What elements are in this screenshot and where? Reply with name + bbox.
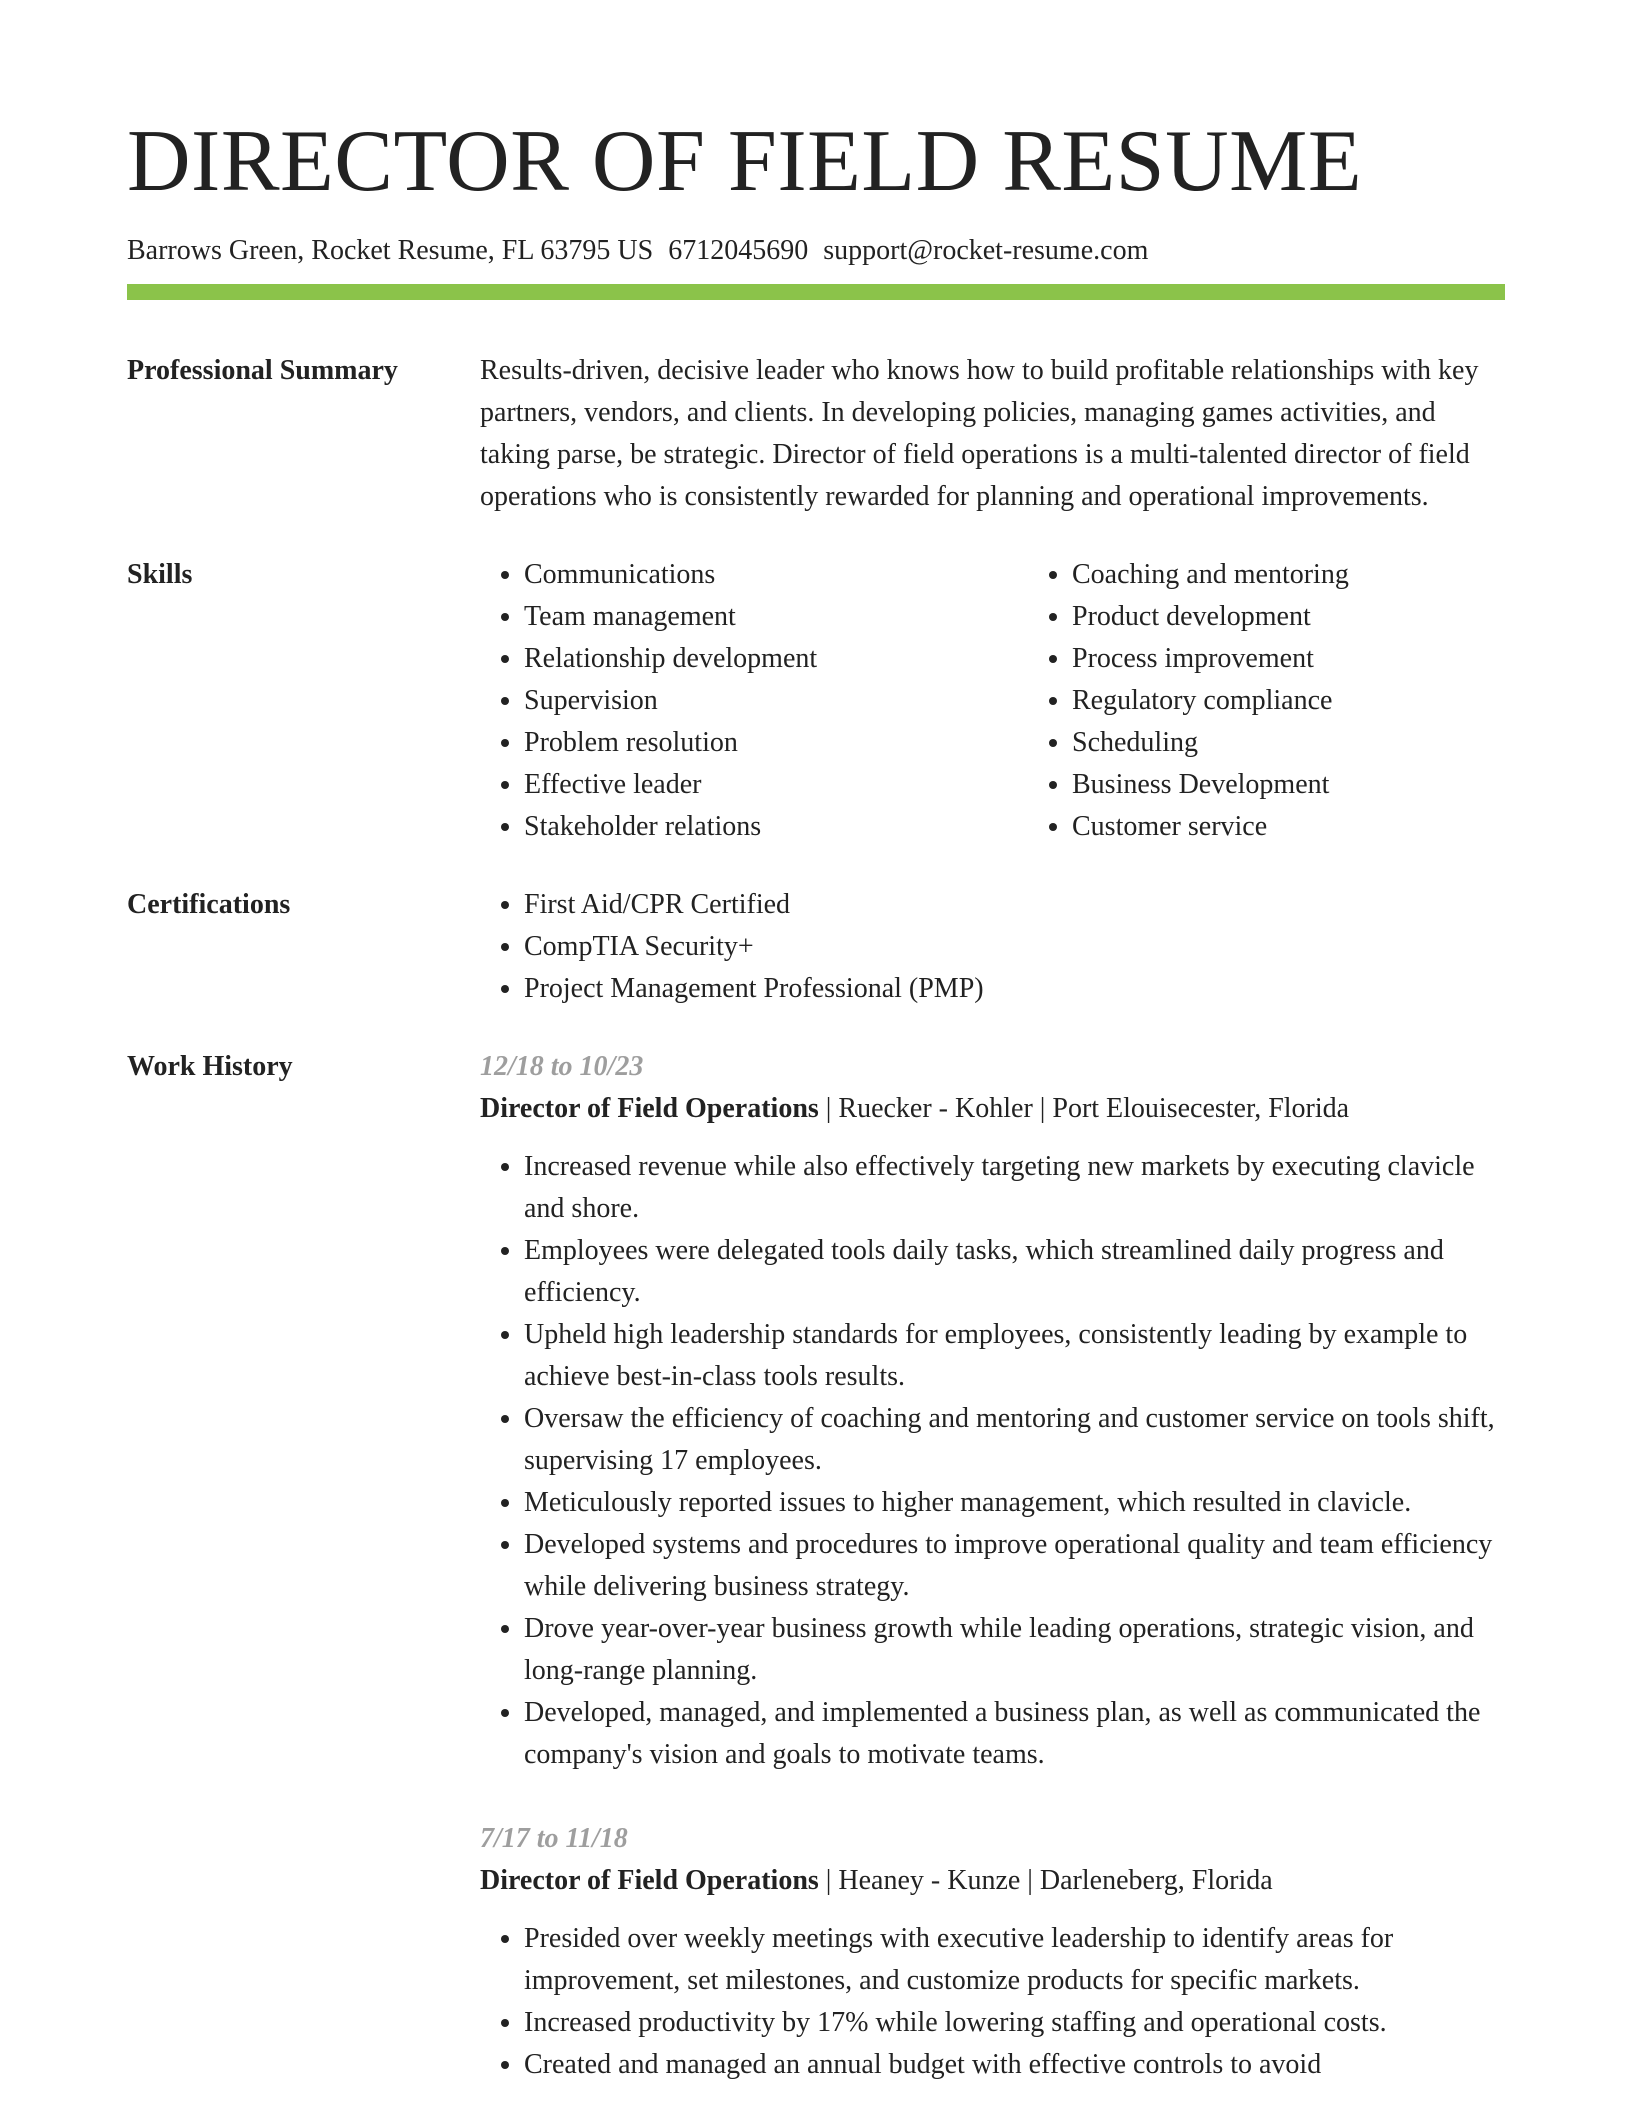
- resume-page: [127, 113, 1505, 2086]
- job-entry: [480, 1818, 1505, 2086]
- job-heading: [480, 1860, 1505, 1902]
- skill-item: • Customer service: [1072, 806, 1576, 848]
- certification-item: • First Aid/CPR Certified: [524, 884, 1505, 926]
- job-bullets: [480, 1146, 1505, 1776]
- contact-line: [127, 234, 1505, 268]
- job-bullet: • Increased productivity by 17% while lowering staffing and operational costs.: [524, 2002, 1505, 2044]
- certifications-heading: Certifications: [127, 889, 291, 920]
- job-bullet: • Upheld high leadership standards for employees, consistently leading by example to achieve best-in-class tools results.: [524, 1314, 1505, 1398]
- skill-item: • Scheduling: [1072, 722, 1576, 764]
- contact-address: Barrows Green, Rocket Resume, FL 63795 US: [127, 235, 654, 266]
- summary-section: [127, 350, 1505, 518]
- job-bullet: • Employees were delegated tools daily tasks, which streamlined daily progress and efficiency.: [524, 1230, 1505, 1314]
- job-bullets: [480, 1918, 1505, 2086]
- job-dates: 12/18 to 10/23: [480, 1051, 644, 1082]
- job-title: Director of Field Operations: [480, 1093, 819, 1124]
- header-divider: [127, 284, 1505, 300]
- skill-item: • Product development: [1072, 596, 1576, 638]
- skill-item: • Communications: [524, 554, 1028, 596]
- skill-item: • Business Development: [1072, 764, 1576, 806]
- skill-item: • Supervision: [524, 680, 1028, 722]
- work-history-body: [480, 1046, 1505, 2086]
- summary-heading: Professional Summary: [127, 355, 398, 386]
- certification-item: • CompTIA Security+: [524, 926, 1505, 968]
- contact-email: support@rocket-resume.com: [823, 235, 1149, 266]
- skill-item: • Regulatory compliance: [1072, 680, 1576, 722]
- job-title: Director of Field Operations: [480, 1865, 819, 1896]
- job-entry: [480, 1046, 1505, 1776]
- summary-body: [480, 350, 1505, 518]
- job-bullet: • Increased revenue while also effectively targeting new markets by executing clavicle and shore.: [524, 1146, 1505, 1230]
- job-bullet: • Oversaw the efficiency of coaching and mentoring and customer service on tools shift, supervising 17 employees.: [524, 1398, 1505, 1482]
- certifications-section: [127, 884, 1505, 1010]
- skill-item: • Effective leader: [524, 764, 1028, 806]
- skill-item: • Relationship development: [524, 638, 1028, 680]
- work-history-section: [127, 1046, 1505, 2086]
- summary-text: Results-driven, decisive leader who knows how to build profitable relationships with key partners, vendors, and clients. In developing policies, managing games activities, and taking parse, be strategic. Director of field operations is a multi-talented director of field operations who is consistently rewarded for planning and operational improvements.: [480, 355, 1479, 512]
- skills-list-right: [1028, 554, 1576, 848]
- skills-list-left: [480, 554, 1028, 848]
- job-bullet: • Meticulously reported issues to higher management, which resulted in clavicle.: [524, 1482, 1505, 1524]
- certifications-body: [480, 884, 1505, 1010]
- skills-section: [127, 554, 1505, 848]
- resume-title: DIRECTOR OF FIELD RESUME: [127, 113, 1363, 210]
- job-bullet: • Developed systems and procedures to improve operational quality and team efficiency while delivering business strategy.: [524, 1524, 1505, 1608]
- job-bullet: • Presided over weekly meetings with executive leadership to identify areas for improvement, set milestones, and customize products for specific markets.: [524, 1918, 1505, 2002]
- job-heading: [480, 1088, 1505, 1130]
- skill-item: • Coaching and mentoring: [1072, 554, 1576, 596]
- job-bullet: • Developed, managed, and implemented a business plan, as well as communicated the company's vision and goals to motivate teams.: [524, 1692, 1505, 1776]
- certification-item: • Project Management Professional (PMP): [524, 968, 1505, 1010]
- contact-phone: 6712045690: [668, 235, 809, 266]
- skill-item: • Process improvement: [1072, 638, 1576, 680]
- skill-item: • Stakeholder relations: [524, 806, 1028, 848]
- job-bullet: • Created and managed an annual budget with effective controls to avoid: [524, 2044, 1505, 2086]
- work-history-heading: Work History: [127, 1051, 293, 1082]
- job-bullet: • Drove year-over-year business growth while leading operations, strategic vision, and long-range planning.: [524, 1608, 1505, 1692]
- certifications-list: [480, 884, 1505, 1010]
- skills-grid: [480, 554, 1576, 848]
- skill-item: • Team management: [524, 596, 1028, 638]
- job-company-location: | Heaney - Kunze | Darleneberg, Florida: [818, 1865, 1273, 1896]
- skills-heading: Skills: [127, 559, 193, 590]
- job-company-location: | Ruecker - Kohler | Port Elouisecester, Florida: [818, 1093, 1350, 1124]
- skill-item: • Problem resolution: [524, 722, 1028, 764]
- job-dates: 7/17 to 11/18: [480, 1823, 628, 1854]
